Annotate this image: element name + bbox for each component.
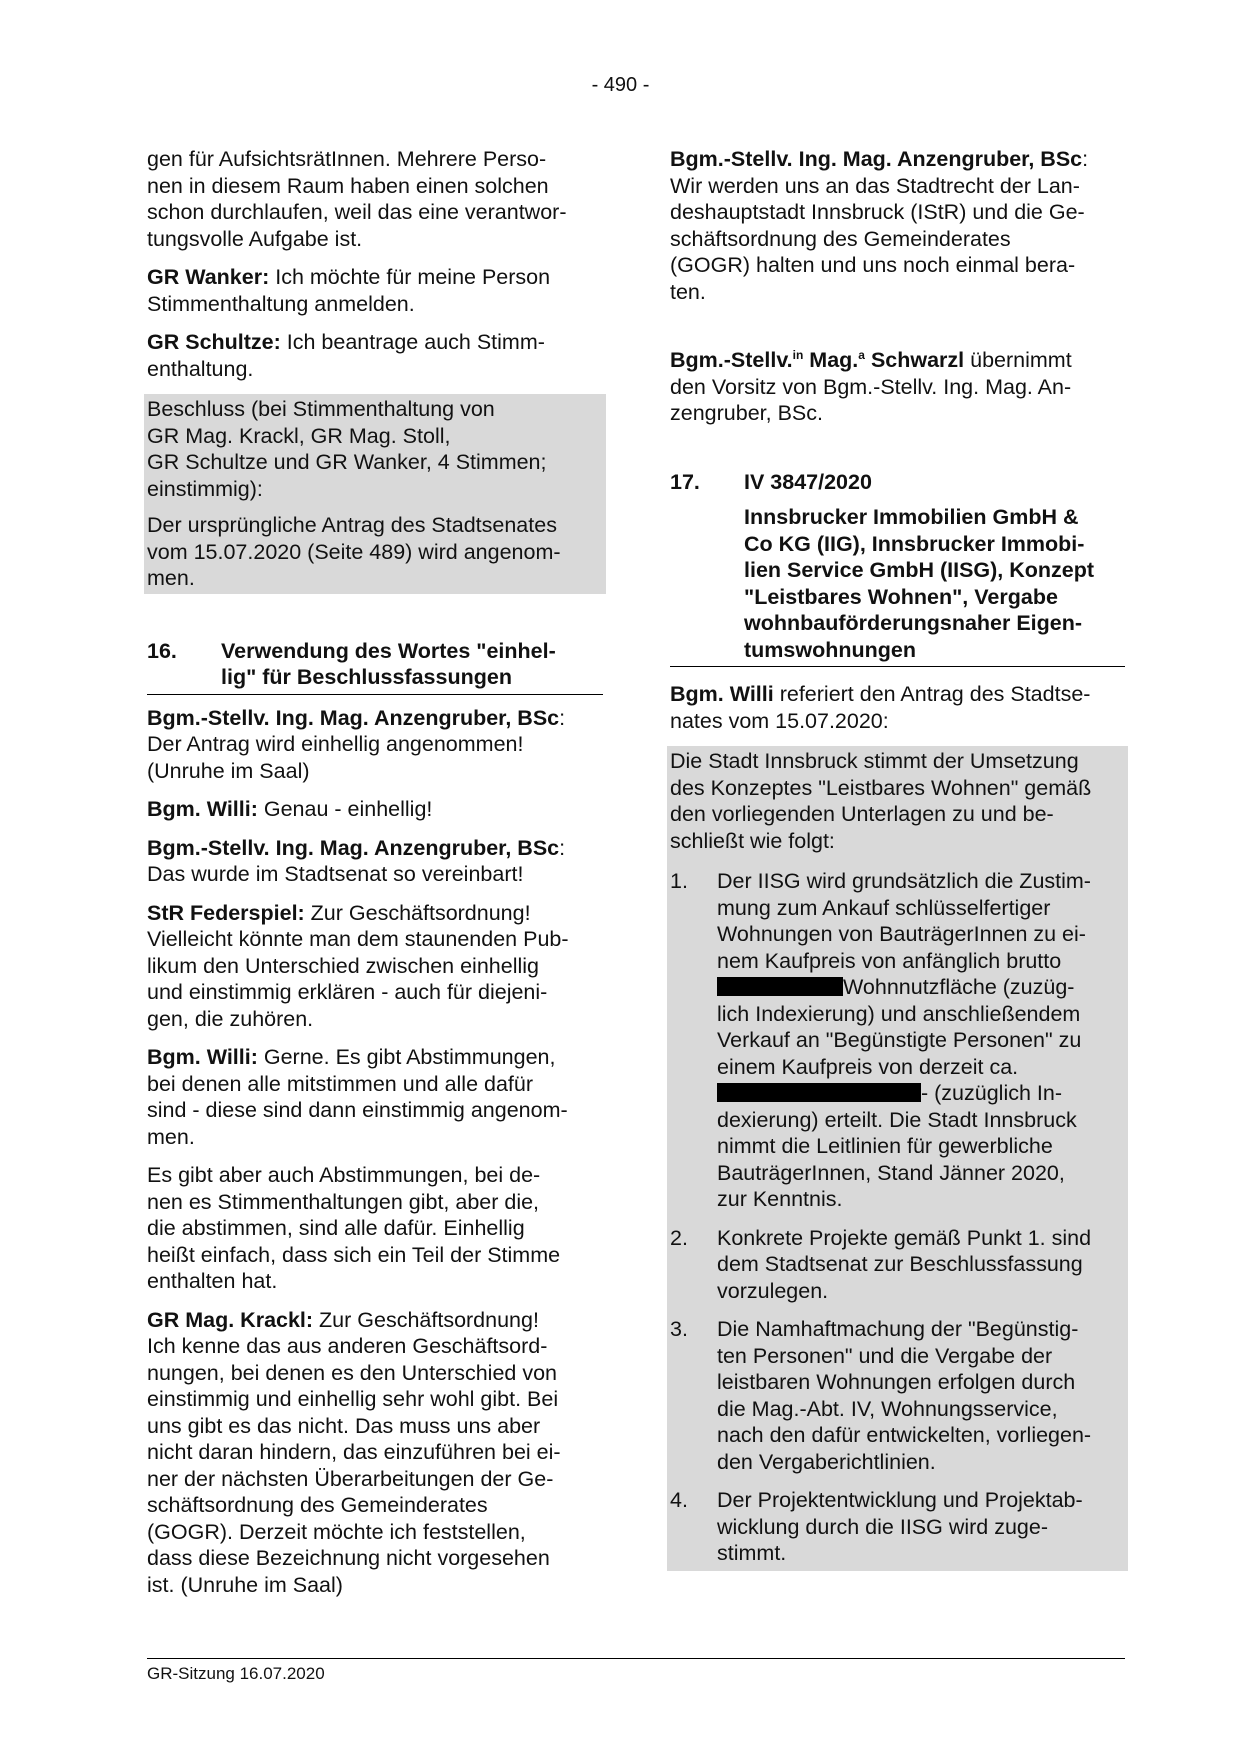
left-column [147,146,603,1610]
motion-item-4 [670,1487,1128,1567]
agenda-title: Verwendung des Wortes "einhel- lig" für Beschlussfassungen [221,638,556,689]
footer-text: GR-Sitzung 16.07.2020 [147,1664,325,1683]
redaction-bar [717,977,843,996]
agenda-heading-17 [670,469,1125,499]
item-number: 3. [670,1317,688,1341]
statement-willi-3: Bgm. Willi referiert den Antrag des Stadtse- nates vom 15.07.2020: [670,682,1091,733]
statement-anzengruber-1: Bgm.-Stellv. Ing. Mag. Anzengruber, BSc: Der Antrag wird einhellig angenommen! (Unruhe im Saal) [147,705,566,783]
right-column [670,146,1125,1571]
item-text: Konkrete Projekte gemäß Punkt 1. sind dem Stadtsenat zur Beschlussfassung vorzulegen. [717,1225,1092,1303]
statement-federspiel: StR Federspiel: Zur Geschäftsordnung! Vielleicht könnte man dem staunenden Pub- likum den Unterschied zwischen einhellig und einstimmig erklären - auch für diejeni- gen, die zuhören. [147,900,569,1031]
motion-box [667,746,1128,1571]
agenda-heading-16 [147,638,603,695]
redaction-bar [717,1083,921,1102]
motion-item-1 [670,868,1128,1213]
speaker-name: GR Wanker: [147,265,270,289]
item-text: Der Projektentwicklung und Projektab- wicklung durch die IISG wird zuge- stimmt. [717,1488,1083,1565]
item-number: 1. [670,869,688,893]
resolution-box [144,394,606,594]
motion-intro: Die Stadt Innsbruck stimmt der Umsetzung des Konzeptes "Leistbares Wohnen" gemäß den vorliegenden Unterlagen zu und be- schließt wie folgt: [670,749,1092,853]
motion-item-2 [670,1225,1128,1305]
paragraph-aufsichtsraete: gen für AufsichtsrätInnen. Mehrere Perso- nen in diesem Raum haben einen solchen schon durchlaufen, weil das eine verantwor- tungsvolle Aufgabe ist. [147,147,567,251]
agenda-title-17: Innsbrucker Immobilien GmbH & Co KG (IIG), Innsbrucker Immobi- lien Service GmbH (IISG), Konzept "Leistbares Wohnen", Vergabe wohnbauförderungsnaher Eigen- tumswohnungen [670,504,1125,667]
footer-divider [147,1658,1125,1659]
chair-change-notice: Bgm.-Stellv.$^{in}$ Mag.$^a$ Schwarzl übernimmt den Vorsitz von Bgm.-Stellv. Ing. Mag. An- zengruber, BSc. [670,347,1072,425]
motion-item-3 [670,1316,1128,1475]
speaker-name: Bgm. Willi: [147,1045,258,1069]
speaker-name: GR Schultze: [147,330,281,354]
speaker-name: Bgm. Willi: [147,797,258,821]
agenda-code: IV 3847/2020 [744,469,872,494]
paragraph-abstimmungen: Es gibt aber auch Abstimmungen, bei de- nen es Stimmenthaltungen gibt, aber die, die abstimmen, sind alle dafür. Einhellig heißt einfach, dass sich ein Teil der Stimme enthalten hat. [147,1163,561,1293]
speaker-name: Bgm.-Stellv. Ing. Mag. Anzengruber, BSc [147,705,560,730]
item-text: Der IISG wird grundsätzlich die Zustim- mung zum Ankauf schlüsselfertiger Wohnungen von BauträgerInnen zu ei- nem Kaufpreis von anfänglich brutto Wohnnutzfläche (zuzüg- lich Indexierung) und anschließendem Verkauf an "Begünstigte Personen" zu einem Kaufpreis von derzeit ca. - (zuzüglich In- dexierung) erteilt. Die Stadt Innsbruck nimmt die Leitlinien für gewerbliche BauträgerInnen, Stand Jänner 2020, zur Kenntnis. [717,869,1091,1211]
statement-anzengruber-2: Bgm.-Stellv. Ing. Mag. Anzengruber, BSc: Das wurde im Stadtsenat so vereinbart! [147,835,566,886]
statement-willi-2: Bgm. Willi: Gerne. Es gibt Abstimmungen, bei denen alle mitstimmen und alle dafür sind - diese sind dann einstimmig angenom- men. [147,1045,568,1149]
statement-willi-1: Bgm. Willi: Genau - einhellig! [147,797,433,821]
agenda-number: 17. [670,469,700,494]
speaker-name: Bgm.-Stellv. Ing. Mag. Anzengruber, BSc [670,147,1083,171]
speaker-name: Bgm. Willi [670,682,774,706]
item-number: 2. [670,1225,688,1250]
resolution-text: Der ursprüngliche Antrag des Stadtsenates vom 15.07.2020 (Seite 489) wird angenom- men. [147,513,561,590]
agenda-number: 16. [147,638,177,663]
page-number: - 490 - [591,74,650,96]
resolution-heading: Beschluss (bei Stimmenthaltung von GR Mag. Krackl, GR Mag. Stoll, GR Schultze und GR Wanker, 4 Stimmen; einstimmig): [147,397,547,501]
statement-anzengruber-3: Bgm.-Stellv. Ing. Mag. Anzengruber, BSc: Wir werden uns an das Stadtrecht der Lan- deshauptstadt Innsbruck (IStR) und die Ge- schäftsordnung des Gemeinderates (GOGR) halten und uns noch einmal bera- ten. [670,147,1089,304]
speaker-name: StR Federspiel: [147,900,305,925]
speaker-name: Bgm.-Stellv. Ing. Mag. Anzengruber, BSc [147,835,560,860]
statement-gr-schultze: GR Schultze: Ich beantrage auch Stimm- enthaltung. [147,330,545,381]
speaker-name: GR Mag. Krackl: [147,1307,314,1332]
item-number: 4. [670,1488,688,1512]
speaker-name: Bgm.-Stellv.$^{in}$ Mag.$^a$ Schwarzl [670,347,965,372]
statement-gr-wanker: GR Wanker: Ich möchte für meine Person Stimmenthaltung anmelden. [147,265,551,316]
item-text: Die Namhaftmachung der "Begünstig- ten Personen" und die Vergabe der leistbaren Wohnungen erfolgen durch die Mag.-Abt. IV, Wohnungsservice, nach den dafür entwickelten, vorliegen- den Vergaberichtlinien. [717,1317,1092,1474]
statement-krackl: GR Mag. Krackl: Zur Geschäftsordnung! Ich kenne das aus anderen Geschäftsord- nungen, bei denen es den Unterschied von einstimmig und einhellig sehr wohl gibt. Bei uns gibt es das nicht. Das muss uns aber nicht daran hindern, das einzuführen bei ei- ner der nächsten Überarbeitungen der Ge- schäftsordnung des Gemeinderates (GOGR). Derzeit möchte ich feststellen, dass diese Bezeichnung nicht vorgesehen ist. (Unruhe im Saal) [147,1307,561,1597]
